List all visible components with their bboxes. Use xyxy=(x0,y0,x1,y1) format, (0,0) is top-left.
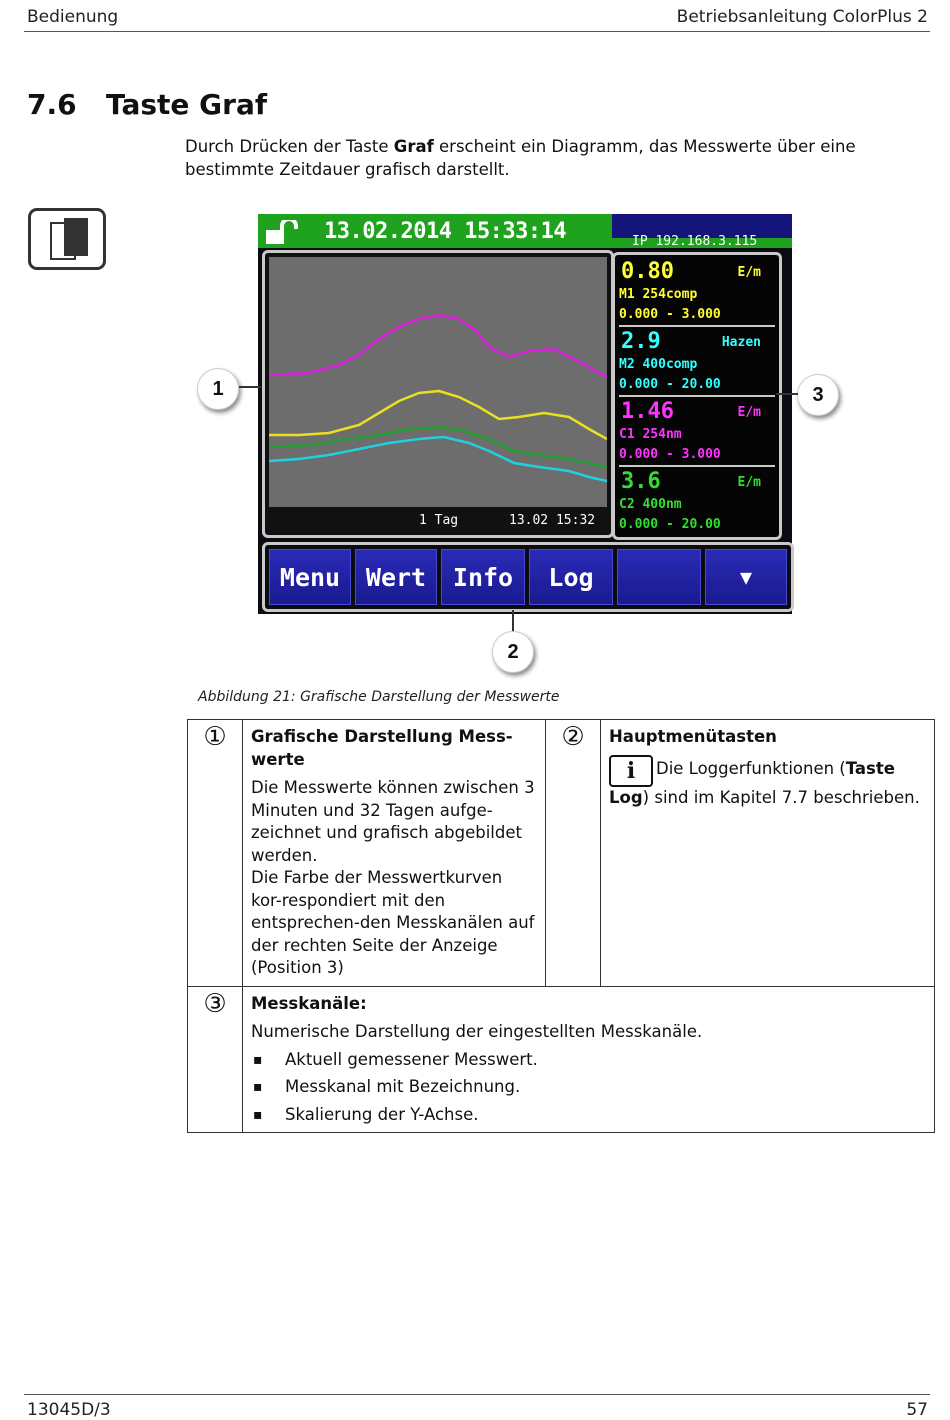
graph-timespan: 1 Tag xyxy=(419,513,459,528)
ip-bar xyxy=(612,214,792,248)
channel-range: 0.000 - 20.00 xyxy=(619,377,721,392)
scroll-down-button[interactable]: ▼ xyxy=(705,549,787,605)
channel-name: M1 254comp xyxy=(619,287,698,302)
footer-left: 13045D/3 xyxy=(27,1400,111,1420)
channel-m1 xyxy=(619,257,775,327)
datetime-label: 13.02.2014 15:33:14 xyxy=(324,219,567,244)
channel-panel xyxy=(612,252,782,540)
channel-value: 2.9 xyxy=(621,329,661,354)
intro-paragraph xyxy=(185,135,930,181)
callout-1: 1 xyxy=(197,368,239,410)
title-bar xyxy=(258,214,612,248)
section-number: 7.6 xyxy=(27,88,77,121)
intro-bold: Graf xyxy=(393,137,434,156)
explanation-table xyxy=(187,719,935,1133)
header-left: Bedienung xyxy=(27,7,119,27)
channel-range: 0.000 - 3.000 xyxy=(619,447,721,462)
item-text-1b: Die Farbe der Messwertkurven kor-respondiert mit den entsprechen-den Messkanälen auf der rechten Seite der Anzeige (Position 3) xyxy=(251,868,535,977)
callout-1-line xyxy=(239,386,261,388)
header-right: Betriebsanleitung ColorPlus 2 xyxy=(676,7,928,27)
header-rule xyxy=(24,31,930,32)
channel-name: M2 400comp xyxy=(619,357,698,372)
menu-button[interactable]: Menu xyxy=(269,549,351,605)
table-row xyxy=(188,986,935,1133)
item-title-2: Hauptmenütasten xyxy=(609,727,777,746)
item-note-2 xyxy=(609,755,926,810)
page-number: 57 xyxy=(906,1400,928,1420)
graph-plot xyxy=(269,257,607,507)
channel-unit: Hazen xyxy=(721,335,761,350)
callout-3-line xyxy=(776,393,798,395)
ip-address: IP 192.168.3.115 xyxy=(632,234,758,249)
list-item: ▪ Messkanal mit Bezeichnung. xyxy=(251,1076,926,1099)
channel-value: 1.46 xyxy=(621,399,674,424)
callout-2: 2 xyxy=(492,631,534,673)
note-text-1: Die Loggerfunktionen ( xyxy=(656,758,846,778)
main-menu-bar xyxy=(262,542,794,612)
intro-text-2: erscheint ein Diagramm, das Messwerte über eine bestimmte Zeitdauer grafisch darstellt. xyxy=(185,137,856,179)
info-icon: i xyxy=(609,755,653,787)
info-button[interactable]: Info xyxy=(441,549,525,605)
list-item: ▪ Skalierung der Y-Achse. xyxy=(251,1104,926,1127)
graph-end-time: 13.02 15:32 xyxy=(509,513,596,528)
graph-footer xyxy=(269,511,607,531)
item-description-3 xyxy=(243,986,935,1133)
figure-caption: Abbildung 21: Grafische Darstellung der Messwerte xyxy=(198,689,560,705)
device-screen xyxy=(258,214,792,614)
unlock-icon xyxy=(264,220,304,246)
channel-value: 3.6 xyxy=(621,469,661,494)
table-row xyxy=(188,720,935,987)
note-text-2: ) sind im Kapitel 7.7 beschrieben. xyxy=(642,787,920,807)
channel-unit: E/m xyxy=(737,405,761,420)
channel-c2 xyxy=(619,467,775,535)
graph-panel xyxy=(262,250,614,538)
channel-name: C1 254nm xyxy=(619,427,682,442)
list-item: ▪ Aktuell gemessener Messwert. xyxy=(251,1049,926,1072)
display-key-icon xyxy=(28,208,106,270)
item-number-2: ② xyxy=(546,720,601,987)
item-number-3: ③ xyxy=(188,986,243,1133)
page-front-icon xyxy=(64,218,88,256)
channel-range: 0.000 - 3.000 xyxy=(619,307,721,322)
item-description-1 xyxy=(243,720,546,987)
channel-unit: E/m xyxy=(737,265,761,280)
wert-button[interactable]: Wert xyxy=(355,549,437,605)
section-title: Taste Graf xyxy=(106,88,268,121)
channel-name: C2 400nm xyxy=(619,497,682,512)
log-button[interactable]: Log xyxy=(529,549,613,605)
footer-rule xyxy=(24,1394,930,1395)
item-description-2 xyxy=(601,720,935,987)
item-text-3: Numerische Darstellung der eingestellten Messkanäle. xyxy=(251,1022,703,1041)
item-title-3: Messkanäle: xyxy=(251,993,367,1013)
intro-text-1: Durch Drücken der Taste xyxy=(185,137,394,156)
item-bullets-3 xyxy=(251,1049,926,1127)
item-number-1: ① xyxy=(188,720,243,987)
channel-m2 xyxy=(619,327,775,397)
callout-2-line xyxy=(512,610,514,632)
channel-unit: E/m xyxy=(737,475,761,490)
empty-menu-button[interactable] xyxy=(617,549,701,605)
channel-c1 xyxy=(619,397,775,467)
channel-value: 0.80 xyxy=(621,259,674,284)
callout-3: 3 xyxy=(797,374,839,416)
item-text-1a: Die Messwerte können zwischen 3 Minuten und 32 Tagen aufge-zeichnet und grafisch abgebildet werden. xyxy=(251,778,535,865)
channel-range: 0.000 - 20.00 xyxy=(619,517,721,532)
item-title-1: Grafische Darstellung Mess-werte xyxy=(251,727,513,769)
note-bold: Taste Log xyxy=(609,758,895,807)
